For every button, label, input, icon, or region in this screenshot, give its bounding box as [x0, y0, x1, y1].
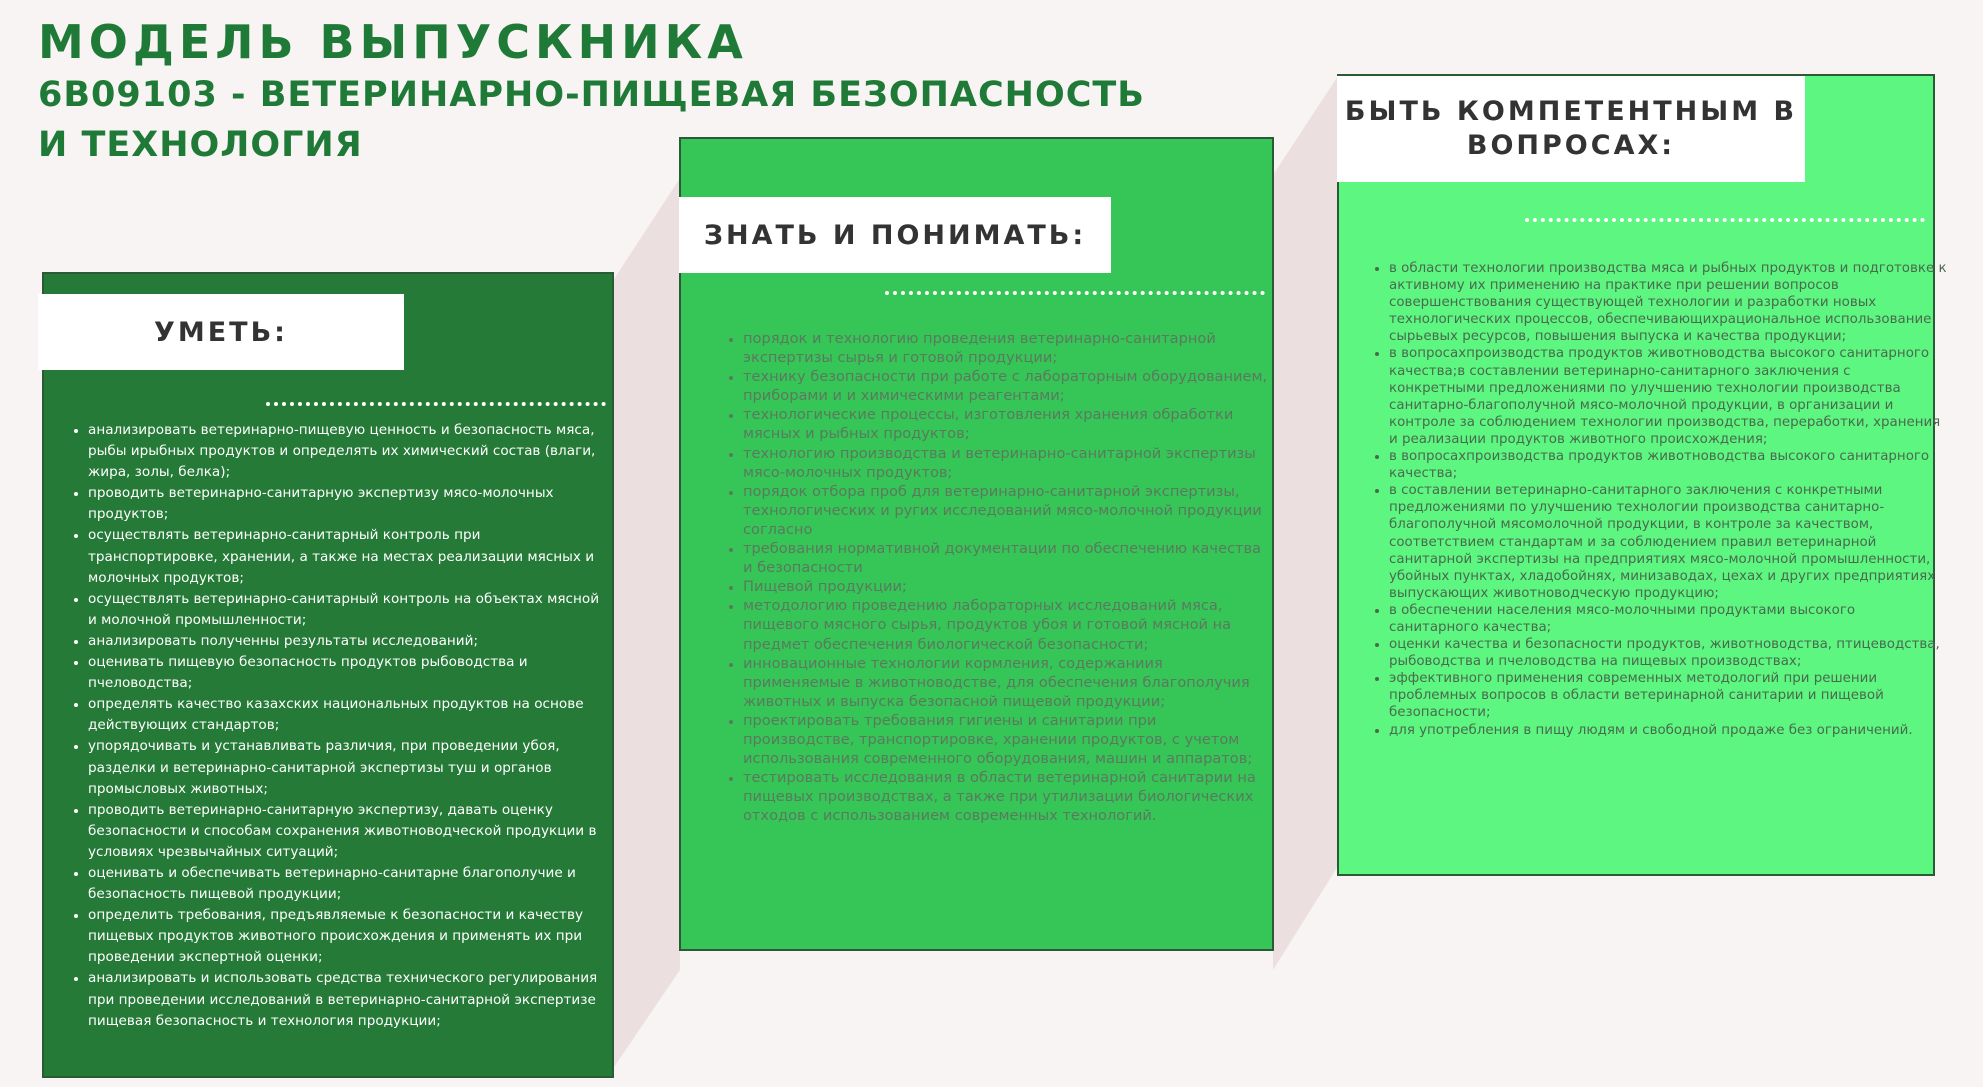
knowledge-heading-box: [679, 197, 1111, 273]
page-title: МОДЕЛЬ ВЫПУСКНИКА: [38, 15, 748, 69]
competence-heading: БЫТЬ КОМПЕТЕНТНЫМ В ВОПРОСАХ:: [1344, 96, 1798, 161]
list-item: • оценки качества и безопасности продуктов, животноводства, птицеводства, рыбоводства и пчеловодства на пищевых производствах;: [1389, 636, 1949, 670]
list-item: • в области технологии производства мяса и рыбных продуктов и подготовке к активному их применению на практике при решении вопросов совершенствования существующей технологии и разработки новых технологических процессов, обеспечивающихрациональное использование сырьевых ресурсов, повышения выпуска и качества продукции;: [1389, 260, 1949, 345]
program-title-line1: 6В09103 - ВЕТЕРИНАРНО-ПИЩЕВАЯ БЕЗОПАСНОСТЬ: [38, 75, 1145, 115]
list-item: • анализировать и использовать средства технического регулирования при проведении исследований в ветеринарно-санитарной экспертизе пищевая безопасность и технология продукции;: [88, 968, 608, 1031]
list-item: • проводить ветеринарно-санитарную экспертизу мясо-молочных продуктов;: [88, 483, 608, 525]
list-item: • технологические процессы, изготовления хранения обработки мясных и рыбных продуктов;: [743, 405, 1271, 443]
dotted-divider: [1525, 218, 1925, 222]
dotted-divider: [266, 402, 606, 406]
list-item: • анализировать полученны результаты исследований;: [88, 631, 608, 652]
skills-card: [42, 272, 614, 1078]
list-item: • осуществлять ветеринарно-санитарный контроль при транспортировке, хранении, а также на местах реализации мясных и молочных продуктов;: [88, 525, 608, 588]
knowledge-heading: ЗНАТЬ И ПОНИМАТЬ:: [703, 219, 1087, 251]
competence-heading-box: [1337, 76, 1805, 182]
program-title-line2: И ТЕХНОЛОГИЯ: [38, 125, 363, 165]
list-item: • инновационные технологии кормления, содержаниия применяемые в животноводстве, для обеспечения благополучия животных и выпуска безопасной пищевой продукции;: [743, 654, 1271, 711]
list-item: • анализировать ветеринарно-пищевую ценность и безопасность мяса, рыбы ирыбных продуктов и определять их химический состав (влаги, жира, золы, белка);: [88, 420, 608, 483]
list-item: • методологию проведению лабораторных исследований мяса, пищевого мясного сырья, продуктов убоя и готовой мясной на предмет обеспечения биологической безопасности;: [743, 596, 1271, 653]
list-item: • Пищевой продукции;: [743, 577, 1271, 596]
skills-heading-box: [38, 294, 404, 370]
list-item: • определить требования, предъявляемые к безопасности и качеству пищевых продуктов животного происхождения и применять их при проведении экспертной оценки;: [88, 905, 608, 968]
connector-right: [1273, 76, 1338, 970]
list-item: • упорядочивать и устанавливать различия, при проведении убоя, разделки и ветеринарно-санитарной экспертизы туш и органов промысловых животных;: [88, 736, 608, 799]
list-item: • оценивать пищевую безопасность продуктов рыбоводства и пчеловодства;: [88, 652, 608, 694]
list-item: • порядок отбора проб для ветеринарно-санитарной экспертизы, технологических и ругих исследований мясо-молочной продукции согласно: [743, 482, 1271, 539]
list-item: • для употребления в пищу людям и свободной продаже без ограничений.: [1389, 722, 1949, 739]
list-item: • технологию производства и ветеринарно-санитарной экспертизы мясо-молочных продуктов;: [743, 444, 1271, 482]
list-item: • тестировать исследования в области ветеринарной санитарии на пищевых производствах, а также при утилизации биологических отходов с использованием современных технологий.: [743, 768, 1271, 825]
list-item: • порядок и технологию проведения ветеринарно-санитарной экспертизы сырья и готовой продукции;: [743, 329, 1271, 367]
list-item: • в обеспечении населения мясо-молочными продуктами высокого санитарного качества;: [1389, 602, 1949, 636]
list-item: • технику безопасности при работе с лабораторным оборудованием, приборами и и химическими реагентами;: [743, 367, 1271, 405]
list-item: • осуществлять ветеринарно-санитарный контроль на объектах мясной и молочной промышленности;: [88, 589, 608, 631]
list-item: • оценивать и обеспечивать ветеринарно-санитарне благополучие и безопасность пищевой продукции;: [88, 863, 608, 905]
list-item: • в составлении ветеринарно-санитарного заключения с конкретными предложениями по улучшению технологии производства санитарно-благополучной мясомолочной продукции, в контроле за качеством, соответствием стандартам и за соблюдением правил ветеринарной санитарной экспертизы на предприятиях мясо-молочной промышленности, убойных пунктах, хладобойнях, минизаводах, цехах и других предприятиях выпускающих животноводческую продукцию;: [1389, 482, 1949, 602]
dotted-divider: [885, 291, 1265, 295]
list-item: • проводить ветеринарно-санитарную экспертизу, давать оценку безопасности и способам сохранения животноводческой продукции в условиях чрезвычайных ситуаций;: [88, 800, 608, 863]
knowledge-list: [723, 329, 1271, 825]
list-item: • определять качество казахских национальных продуктов на основе действующих стандартов;: [88, 694, 608, 736]
connector-left: [612, 178, 680, 1070]
list-item: • в вопросахпроизводства продуктов животноводства высокого санитарного качества;: [1389, 448, 1949, 482]
list-item: • проектировать требования гигиены и санитарии при производстве, транспортировке, хранении продуктов, с учетом использования современного оборудования, машин и аппаратов;: [743, 711, 1271, 768]
list-item: • в вопросахпроизводства продуктов животноводства высокого санитарного качества;в составлении ветеринарно-санитарного заключения с конкретными предложениями по улучшению технологии производства санитарно-благополучной мясо-молочной продукции, в организации и контроле за соблюдением технологии производства, переработки, хранения и реализации продуктов животного происхождения;: [1389, 345, 1949, 448]
list-item: • эффективного применения современных методологий при решении проблемных вопросов в области ветеринарной санитарии и пищевой безопасности;: [1389, 670, 1949, 721]
skills-list: [68, 420, 608, 1032]
skills-heading: УМЕТЬ:: [154, 316, 288, 348]
list-item: • требования нормативной документации по обеспечению качества и безопасности: [743, 539, 1271, 577]
competence-list: [1369, 260, 1949, 739]
knowledge-card: [679, 137, 1274, 951]
competence-card: [1337, 74, 1947, 876]
